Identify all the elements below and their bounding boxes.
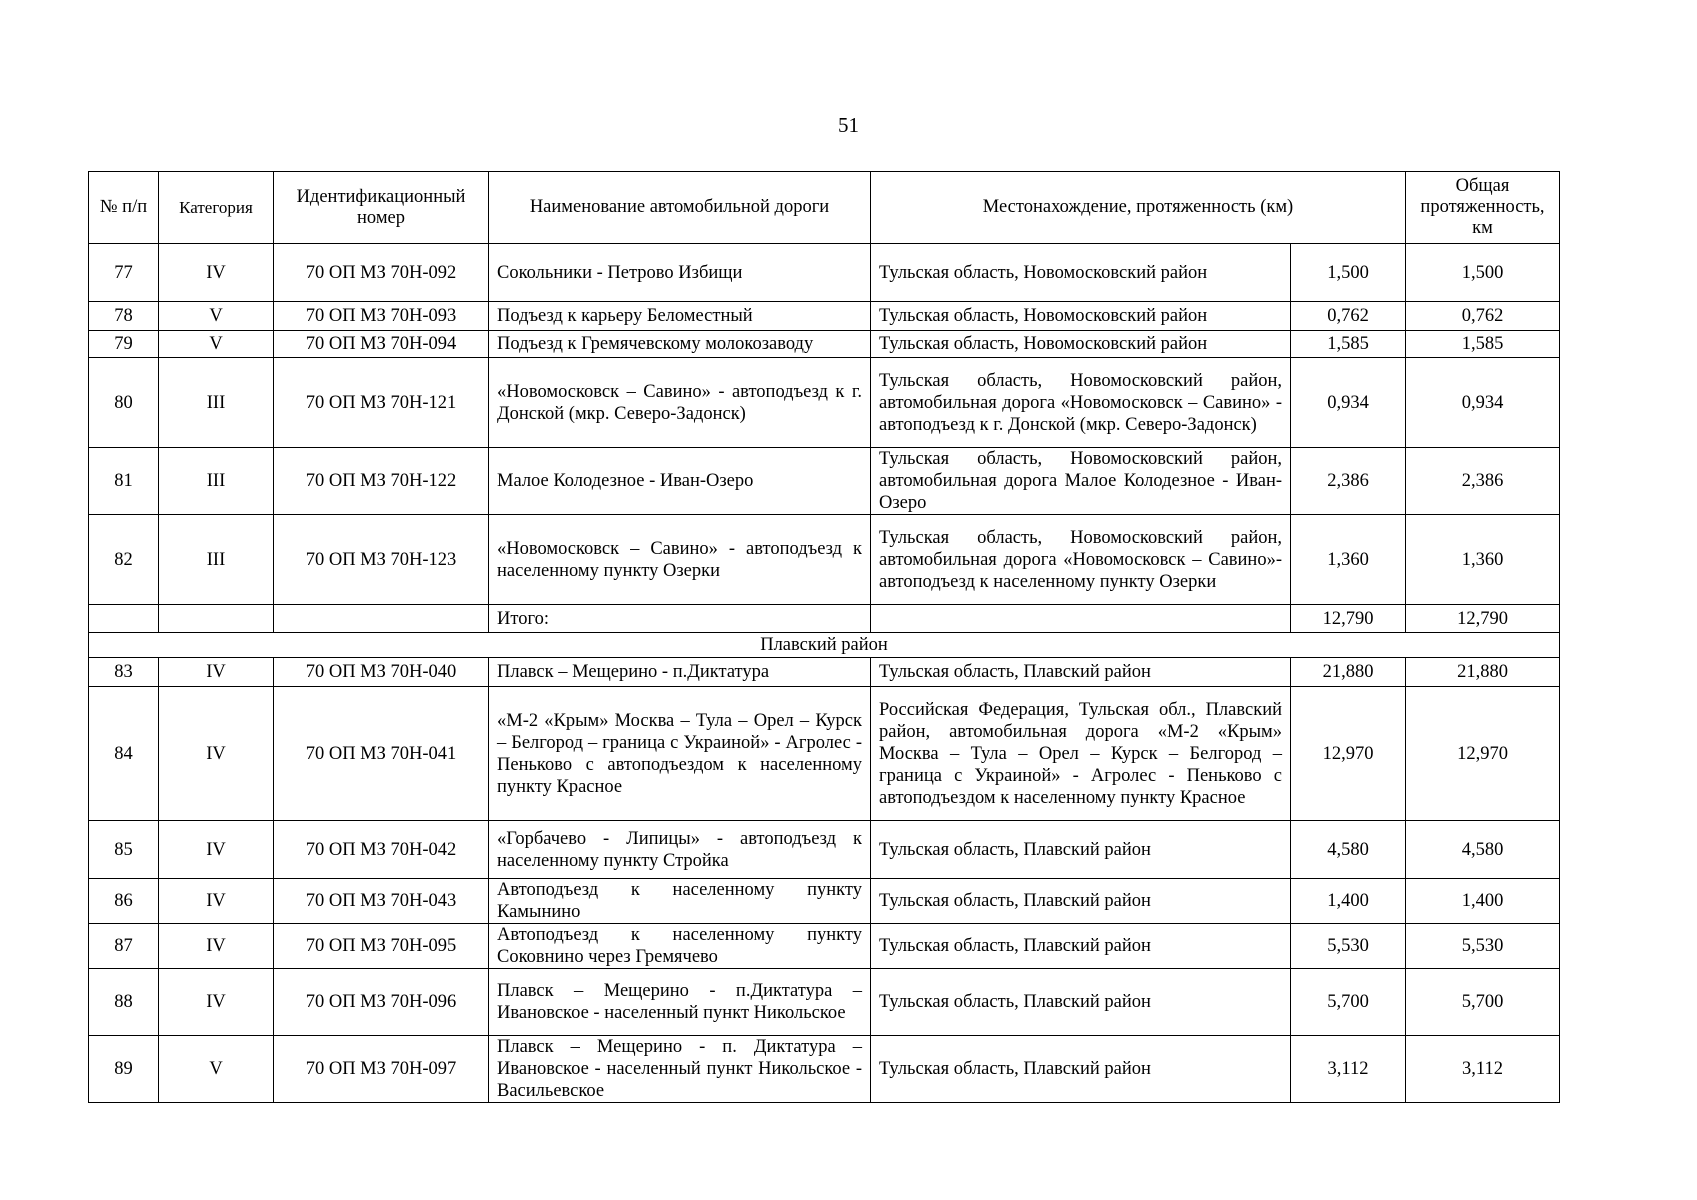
cell-category: V — [159, 302, 274, 331]
cell-road-name: «Новомосковск – Савино» - автоподъезд к населенному пункту Озерки — [489, 515, 871, 605]
cell-road-name: Сокольники - Петрово Избищи — [489, 244, 871, 302]
cell-road-name: «Горбачево - Липицы» - автоподъезд к населенному пункту Стройка — [489, 821, 871, 879]
page-number: 51 — [838, 113, 859, 137]
cell-length: 0,762 — [1291, 302, 1406, 331]
cell-id: 70 ОП МЗ 70Н-096 — [274, 969, 489, 1036]
table-row — [89, 879, 1560, 924]
cell-num: 89 — [89, 1036, 159, 1103]
cell-length: 3,112 — [1291, 1036, 1406, 1103]
table-row — [89, 687, 1560, 821]
table-row — [89, 821, 1560, 879]
cell-location: Тульская область, Плавский район — [871, 879, 1291, 924]
table-row — [89, 302, 1560, 331]
cell-total: 1,360 — [1406, 515, 1560, 605]
cell-num: 81 — [89, 448, 159, 515]
cell-road-name: Плавск – Мещерино - п.Диктатура – Ивановское - населенный пункт Никольское — [489, 969, 871, 1036]
header-num: № п/п — [89, 172, 159, 244]
cell-category: IV — [159, 879, 274, 924]
cell-total: 2,386 — [1406, 448, 1560, 515]
cell-id: 70 ОП МЗ 70Н-095 — [274, 924, 489, 969]
cell-total: 12,970 — [1406, 687, 1560, 821]
subtotal-empty-cell — [159, 605, 274, 633]
cell-category: IV — [159, 924, 274, 969]
cell-total: 3,112 — [1406, 1036, 1560, 1103]
table-row — [89, 358, 1560, 448]
subtotal-empty-cell — [274, 605, 489, 633]
cell-category: III — [159, 358, 274, 448]
cell-category: IV — [159, 969, 274, 1036]
cell-length: 1,360 — [1291, 515, 1406, 605]
cell-location: Российская Федерация, Тульская обл., Плавский район, автомобильная дорога «М-2 «Крым» Москва – Тула – Орел – Курск – Белгород – граница с Украиной» - Агролес - Пеньково с автоподъездом к населенному пункту Красное — [871, 687, 1291, 821]
cell-location: Тульская область, Новомосковский район, автомобильная дорога Малое Колодезное - Иван-Озеро — [871, 448, 1291, 515]
cell-total: 1,400 — [1406, 879, 1560, 924]
cell-length: 4,580 — [1291, 821, 1406, 879]
cell-road-name: Плавск – Мещерино - п. Диктатура – Ивановское - населенный пункт Никольское - Васильевское — [489, 1036, 871, 1103]
cell-num: 83 — [89, 658, 159, 687]
cell-num: 86 — [89, 879, 159, 924]
cell-length: 1,400 — [1291, 879, 1406, 924]
cell-total: 5,700 — [1406, 969, 1560, 1036]
cell-id: 70 ОП МЗ 70Н-121 — [274, 358, 489, 448]
cell-road-name: Плавск – Мещерино - п.Диктатура — [489, 658, 871, 687]
cell-num: 87 — [89, 924, 159, 969]
cell-total: 21,880 — [1406, 658, 1560, 687]
cell-category: IV — [159, 244, 274, 302]
cell-road-name: Автоподъезд к населенному пункту Камынино — [489, 879, 871, 924]
subtotal-empty-cell — [89, 605, 159, 633]
subtotal-total: 12,790 — [1406, 605, 1560, 633]
cell-length: 5,700 — [1291, 969, 1406, 1036]
table-row — [89, 331, 1560, 358]
cell-num: 77 — [89, 244, 159, 302]
cell-id: 70 ОП МЗ 70Н-093 — [274, 302, 489, 331]
cell-id: 70 ОП МЗ 70Н-122 — [274, 448, 489, 515]
cell-road-name: «М-2 «Крым» Москва – Тула – Орел – Курск – Белгород – граница с Украиной» - Агролес - Пеньково с автоподъездом к населенному пункту Красное — [489, 687, 871, 821]
cell-length: 5,530 — [1291, 924, 1406, 969]
table-row — [89, 658, 1560, 687]
cell-location: Тульская область, Новомосковский район — [871, 244, 1291, 302]
cell-category: IV — [159, 687, 274, 821]
cell-num: 79 — [89, 331, 159, 358]
cell-location: Тульская область, Новомосковский район — [871, 302, 1291, 331]
cell-road-name: Автоподъезд к населенному пункту Соковнино через Гремячево — [489, 924, 871, 969]
cell-id: 70 ОП МЗ 70Н-041 — [274, 687, 489, 821]
cell-total: 0,934 — [1406, 358, 1560, 448]
header-total: Общая протяженность, км — [1406, 172, 1560, 244]
header-id: Идентификационный номер — [274, 172, 489, 244]
subtotal-empty-cell — [871, 605, 1291, 633]
cell-length: 1,585 — [1291, 331, 1406, 358]
cell-length: 1,500 — [1291, 244, 1406, 302]
cell-num: 82 — [89, 515, 159, 605]
subtotal-length: 12,790 — [1291, 605, 1406, 633]
cell-category: IV — [159, 658, 274, 687]
cell-location: Тульская область, Плавский район — [871, 821, 1291, 879]
subtotal-row — [89, 605, 1560, 633]
cell-id: 70 ОП МЗ 70Н-040 — [274, 658, 489, 687]
table-row — [89, 244, 1560, 302]
cell-length: 12,970 — [1291, 687, 1406, 821]
cell-road-name: «Новомосковск – Савино» - автоподъезд к г. Донской (мкр. Северо-Задонск) — [489, 358, 871, 448]
district-heading: Плавский район — [89, 633, 1560, 658]
cell-road-name: Малое Колодезное - Иван-Озеро — [489, 448, 871, 515]
district-row — [89, 633, 1560, 658]
table-row — [89, 515, 1560, 605]
cell-total: 5,530 — [1406, 924, 1560, 969]
cell-road-name: Подъезд к карьеру Беломестный — [489, 302, 871, 331]
cell-location: Тульская область, Плавский район — [871, 924, 1291, 969]
table-row — [89, 924, 1560, 969]
cell-num: 88 — [89, 969, 159, 1036]
cell-id: 70 ОП МЗ 70Н-043 — [274, 879, 489, 924]
cell-category: V — [159, 1036, 274, 1103]
header-category: Категория — [159, 172, 274, 244]
cell-total: 0,762 — [1406, 302, 1560, 331]
cell-total: 4,580 — [1406, 821, 1560, 879]
subtotal-label: Итого: — [489, 605, 871, 633]
cell-id: 70 ОП МЗ 70Н-097 — [274, 1036, 489, 1103]
table-row — [89, 1036, 1560, 1103]
cell-num: 80 — [89, 358, 159, 448]
cell-num: 84 — [89, 687, 159, 821]
cell-id: 70 ОП МЗ 70Н-092 — [274, 244, 489, 302]
cell-category: IV — [159, 821, 274, 879]
roads-table — [88, 171, 1560, 1103]
cell-id: 70 ОП МЗ 70Н-094 — [274, 331, 489, 358]
cell-road-name: Подъезд к Гремячевскому молокозаводу — [489, 331, 871, 358]
header-name: Наименование автомобильной дороги — [489, 172, 871, 244]
cell-length: 21,880 — [1291, 658, 1406, 687]
cell-num: 78 — [89, 302, 159, 331]
cell-length: 2,386 — [1291, 448, 1406, 515]
cell-location: Тульская область, Плавский район — [871, 969, 1291, 1036]
cell-category: III — [159, 448, 274, 515]
table-row — [89, 448, 1560, 515]
cell-total: 1,500 — [1406, 244, 1560, 302]
header-row — [89, 172, 1560, 244]
cell-location: Тульская область, Новомосковский район, автомобильная дорога «Новомосковск – Савино»- автоподъезд к населенному пункту Озерки — [871, 515, 1291, 605]
cell-length: 0,934 — [1291, 358, 1406, 448]
cell-location: Тульская область, Новомосковский район, автомобильная дорога «Новомосковск – Савино» - автоподъезд к г. Донской (мкр. Северо-Задонск) — [871, 358, 1291, 448]
cell-location: Тульская область, Новомосковский район — [871, 331, 1291, 358]
table-row — [89, 969, 1560, 1036]
cell-num: 85 — [89, 821, 159, 879]
header-location: Местонахождение, протяженность (км) — [871, 172, 1406, 244]
cell-id: 70 ОП МЗ 70Н-123 — [274, 515, 489, 605]
cell-category: V — [159, 331, 274, 358]
cell-id: 70 ОП МЗ 70Н-042 — [274, 821, 489, 879]
cell-location: Тульская область, Плавский район — [871, 658, 1291, 687]
cell-total: 1,585 — [1406, 331, 1560, 358]
cell-location: Тульская область, Плавский район — [871, 1036, 1291, 1103]
cell-category: III — [159, 515, 274, 605]
